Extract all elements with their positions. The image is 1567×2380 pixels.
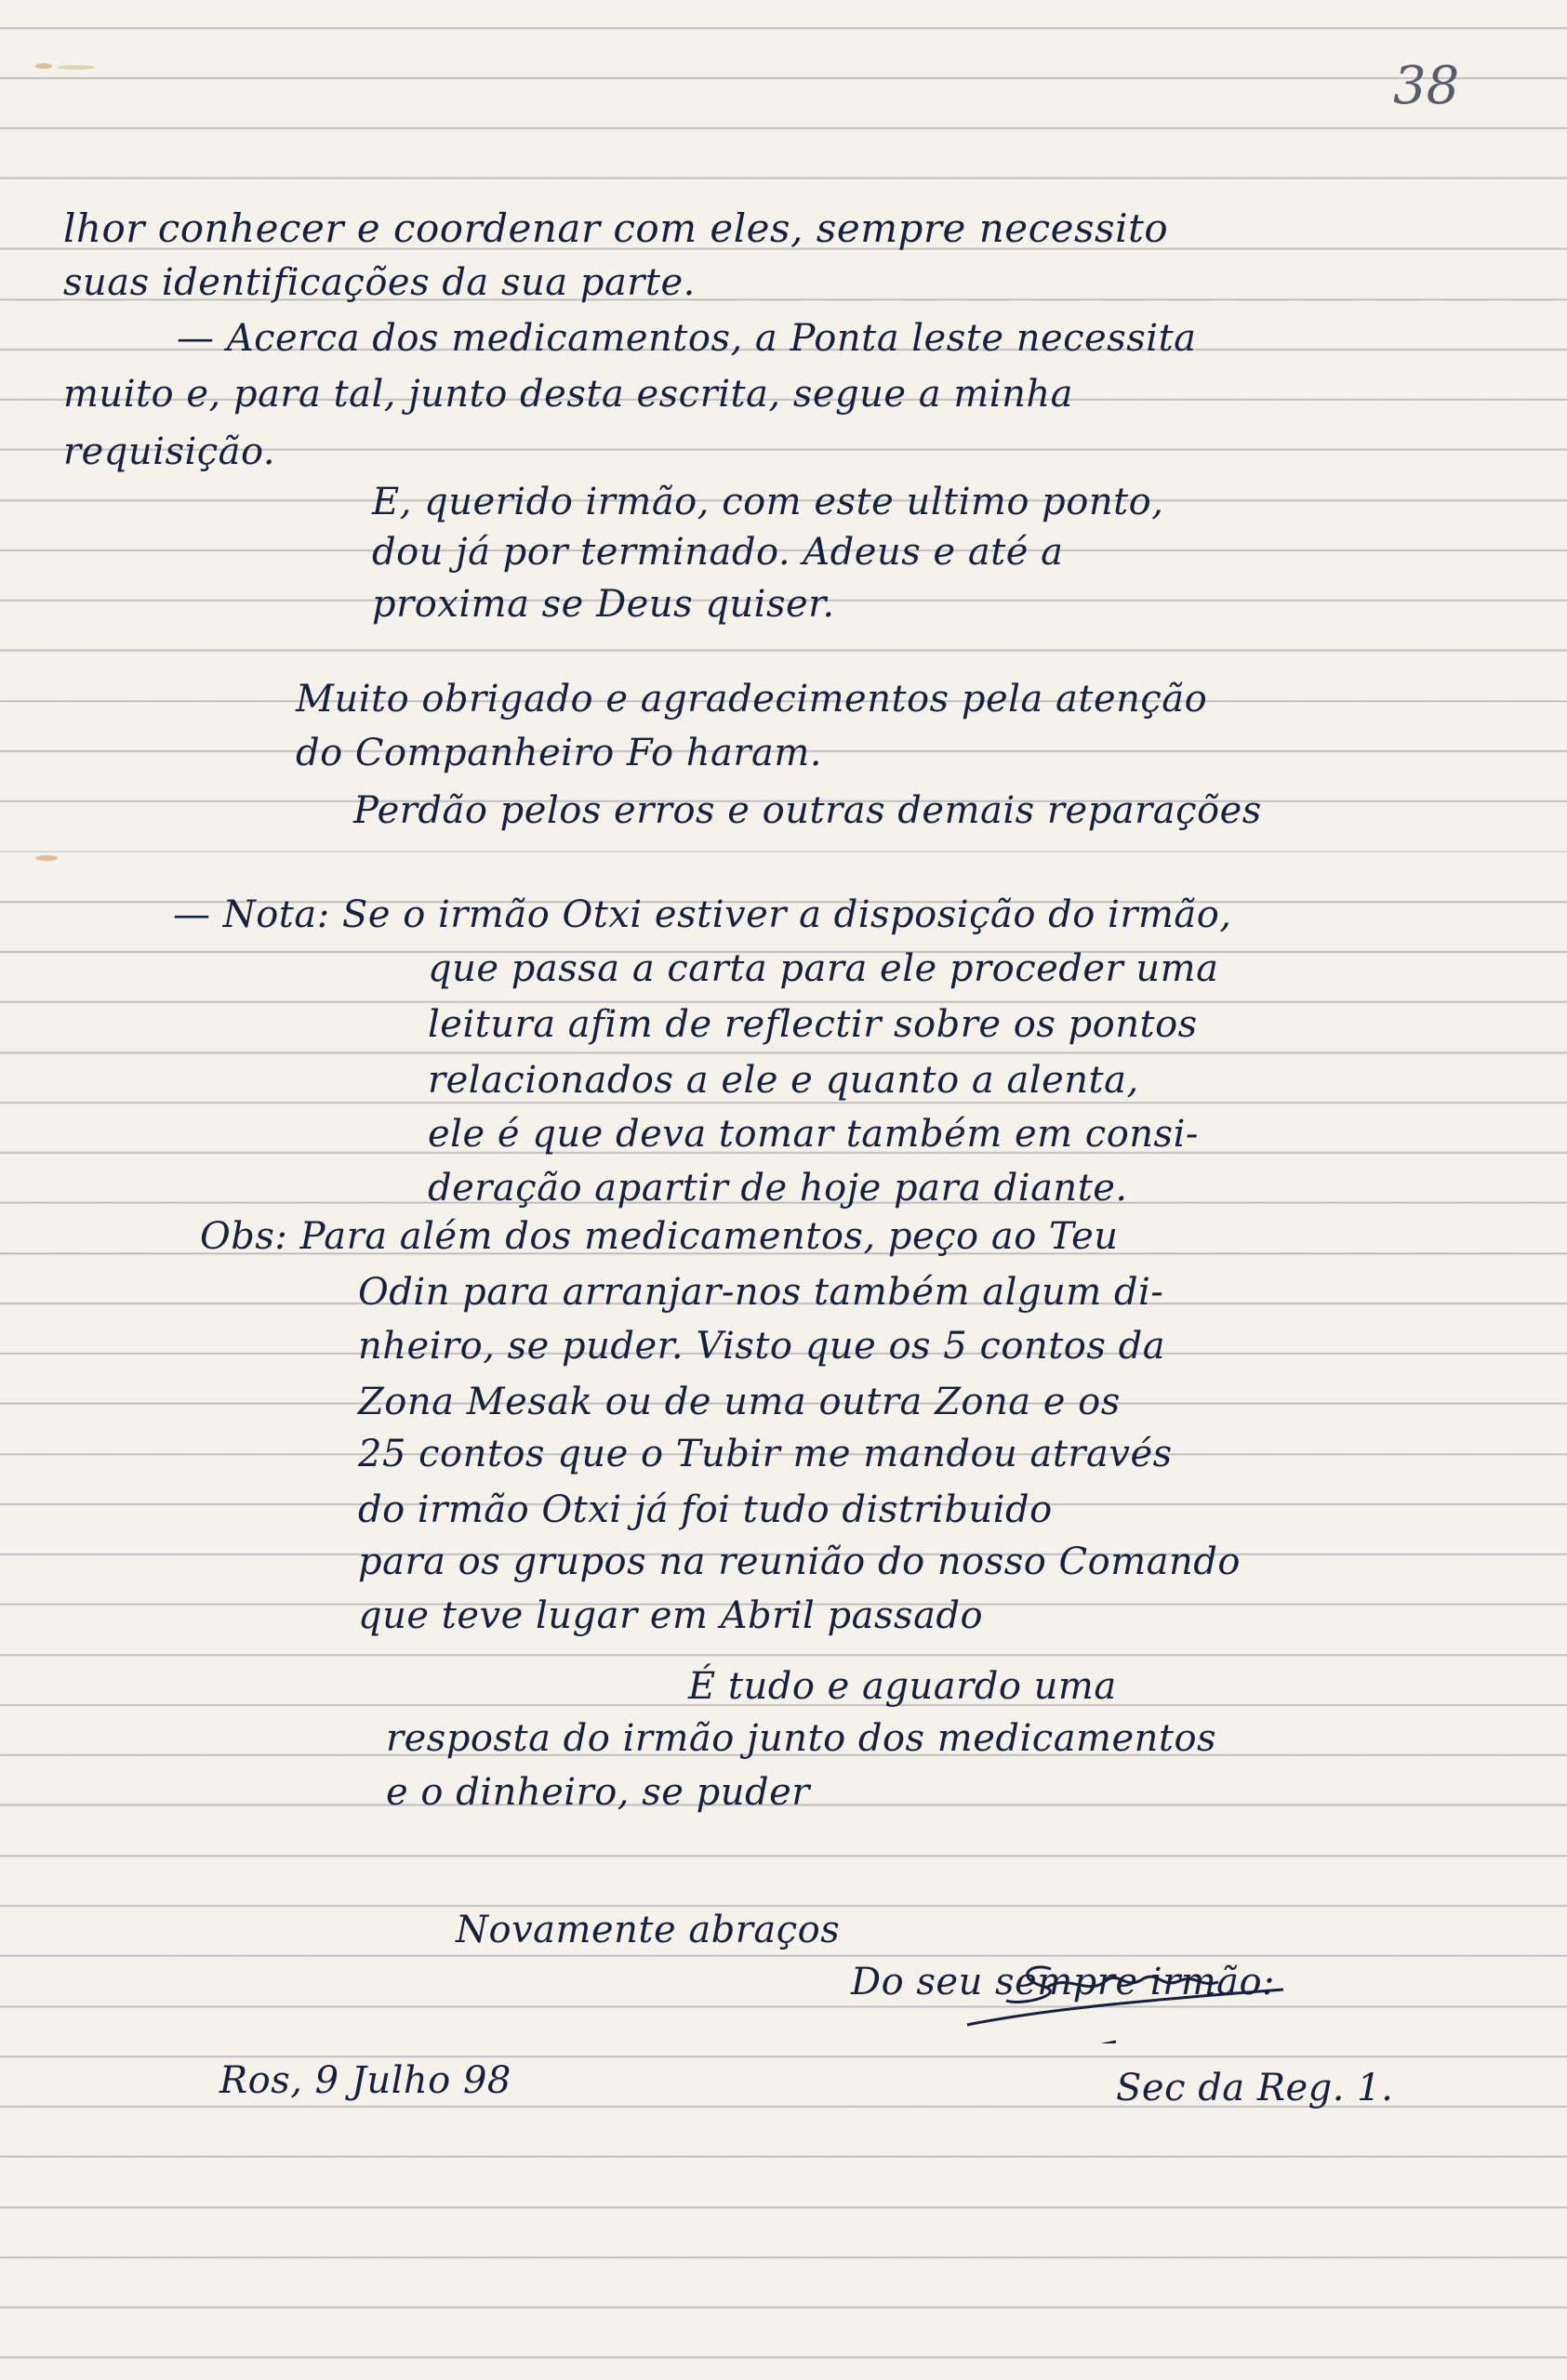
letter-line: — Acerca dos medicamentos, a Ponta leste necessita (177, 317, 1197, 360)
letter-line: Ros, 9 Julho 98 (219, 2059, 511, 2102)
ink-stain-top (35, 63, 52, 69)
letter-line: do Companheiro Fo haram. (296, 732, 822, 774)
letter-line: Novamente abraços (456, 1909, 841, 1951)
letter-line: E, querido irmão, com este ultimo ponto, (372, 481, 1164, 523)
letter-line: Muito obrigado e agradecimentos pela atenção (296, 678, 1208, 721)
letter-line: muito e, para tal, junto desta escrita, segue a minha (63, 373, 1073, 416)
signature (958, 1960, 1293, 2043)
page-number: 38 (1393, 56, 1460, 116)
letter-line: 25 contos que o Tubir me mandou através (358, 1433, 1173, 1475)
ink-stain-left (35, 855, 58, 861)
letter-line: suas identificações da sua parte. (63, 261, 696, 304)
letter-line: dou já por terminado. Adeus e até a (372, 531, 1064, 574)
letter-line: resposta do irmão junto dos medicamentos (386, 1717, 1217, 1760)
letter-line: ele é que deva tomar também em consi- (428, 1113, 1199, 1156)
letter-line: proxima se Deus quiser. (372, 583, 835, 626)
letter-line: do irmão Otxi já foi tudo distribuido (358, 1488, 1053, 1531)
letter-line: Perdão pelos erros e outras demais reparações (353, 789, 1262, 832)
letter-line: Zona Mesak ou de uma outra Zona e os (358, 1381, 1121, 1423)
letter-line: que passa a carta para ele proceder uma (428, 947, 1219, 990)
letter-line: deração apartir de hoje para diante. (428, 1167, 1128, 1210)
letter-line: leitura afim de reflectir sobre os pontos (428, 1003, 1198, 1046)
letter-line: nheiro, se puder. Visto que os 5 contos da (358, 1325, 1166, 1368)
letter-line: e o dinheiro, se puder (386, 1771, 810, 1814)
letter-line: Obs: Para além dos medicamentos, peço ao Teu (200, 1215, 1119, 1258)
letter-line: — Nota: Se o irmão Otxi estiver a disposição do irmão, (173, 893, 1232, 936)
letter-line: É tudo e aguardo uma (688, 1665, 1117, 1708)
letter-line: requisição. (63, 430, 276, 473)
letter-line: lhor conhecer e coordenar com eles, sempre necessito (63, 205, 1169, 251)
letter-line: relacionados a ele e quanto a alenta, (428, 1059, 1139, 1102)
letter-line: Sec da Reg. 1. (1116, 2067, 1394, 2109)
letter-line: que teve lugar em Abril passado (358, 1594, 984, 1637)
signature-scribble-icon (958, 1960, 1293, 2043)
letter-line: para os grupos na reunião do nosso Comando (358, 1540, 1241, 1583)
letter-line: Odin para arranjar-nos também algum di- (358, 1271, 1164, 1314)
letter-line: Do seu sempre irmão: (851, 1961, 1276, 2003)
ink-stain-top-2 (58, 65, 95, 70)
